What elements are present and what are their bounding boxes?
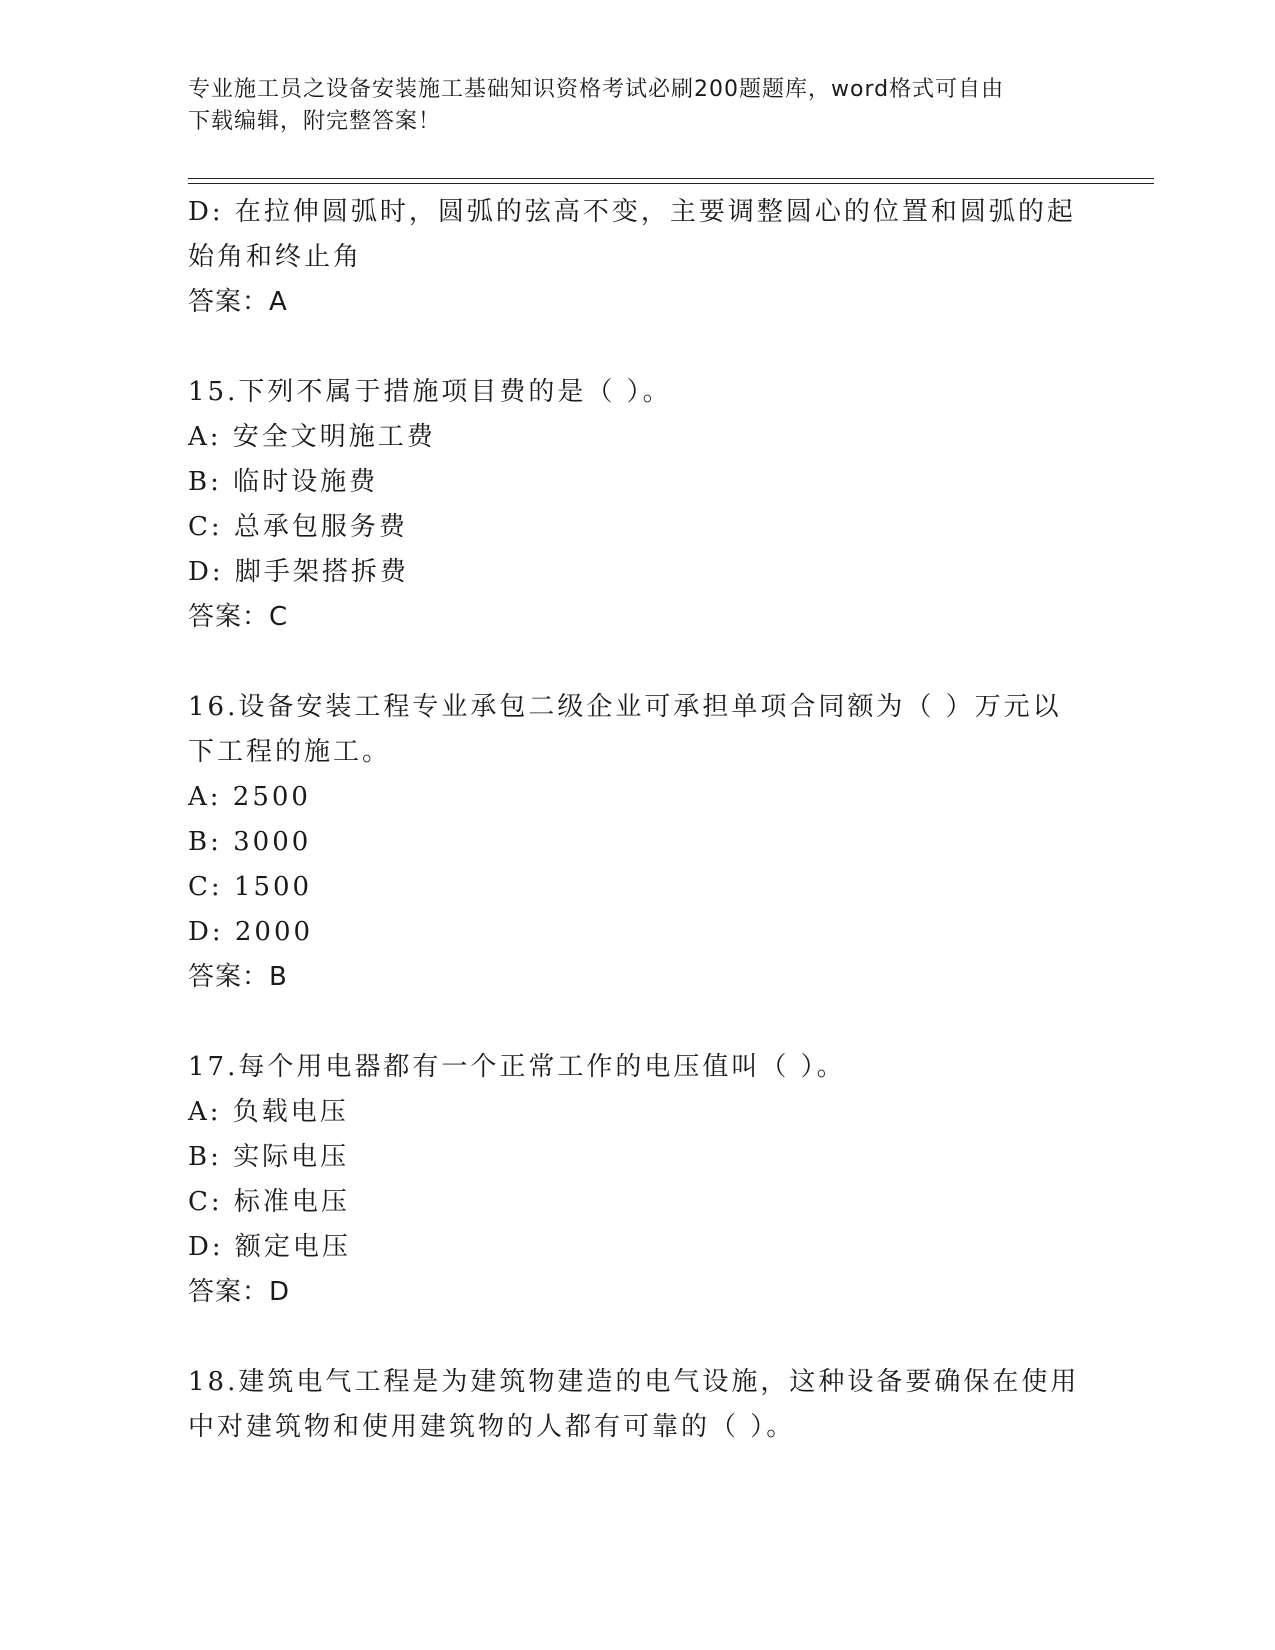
option-d-continued: 始角和终止角 bbox=[188, 242, 363, 272]
option-b: B: 3000 bbox=[188, 827, 312, 857]
document-header bbox=[188, 74, 1068, 138]
header-title-line-1: 专业施工员之设备安装施工基础知识资格考试必刷200题题库，word格式可自由 bbox=[188, 77, 1005, 102]
question-text: 17.每个用电器都有一个正常工作的电压值叫（ ）。 bbox=[188, 1052, 846, 1082]
question-text-continued: 中对建筑物和使用建筑物的人都有可靠的（ ）。 bbox=[188, 1412, 796, 1442]
question-17 bbox=[188, 1045, 1108, 1315]
answer: 答案：D bbox=[188, 1277, 291, 1307]
spacer bbox=[188, 1315, 1108, 1360]
option-b: B: 临时设施费 bbox=[188, 467, 379, 497]
header-rule-top bbox=[188, 178, 1154, 179]
question-text: 18.建筑电气工程是为建筑物建造的电气设施，这种设备要确保在使用 bbox=[188, 1367, 1080, 1397]
option-a: A: 负载电压 bbox=[188, 1097, 349, 1127]
option-c: C: 总承包服务费 bbox=[188, 512, 408, 542]
option-d: D: 脚手架搭拆费 bbox=[188, 557, 409, 587]
question-15 bbox=[188, 370, 1108, 640]
option-b: B: 实际电压 bbox=[188, 1142, 350, 1172]
option-c: C: 1500 bbox=[188, 872, 313, 902]
header-rule-bottom bbox=[188, 183, 1154, 184]
question-16 bbox=[188, 685, 1108, 1000]
question-text-continued: 下工程的施工。 bbox=[188, 737, 392, 767]
option-c: C: 标准电压 bbox=[188, 1187, 350, 1217]
spacer bbox=[188, 640, 1108, 685]
question-18 bbox=[188, 1360, 1108, 1450]
question-14-tail bbox=[188, 190, 1108, 325]
answer: 答案：A bbox=[188, 287, 288, 317]
option-d: D: 额定电压 bbox=[188, 1232, 351, 1262]
option-a: A: 2500 bbox=[188, 782, 311, 812]
question-list bbox=[188, 190, 1108, 1450]
spacer bbox=[188, 1000, 1108, 1045]
option-d: D: 在拉伸圆弧时，圆弧的弦高不变，主要调整圆心的位置和圆弧的起 bbox=[188, 197, 1076, 227]
option-d: D: 2000 bbox=[188, 917, 314, 947]
question-text: 15.下列不属于措施项目费的是（ ）。 bbox=[188, 377, 672, 407]
header-title-line-2: 下载编辑，附完整答案！ bbox=[188, 109, 442, 134]
answer: 答案：B bbox=[188, 962, 288, 992]
option-a: A: 安全文明施工费 bbox=[188, 422, 436, 452]
answer: 答案：C bbox=[188, 602, 289, 632]
question-text: 16.设备安装工程专业承包二级企业可承担单项合同额为（ ）万元以 bbox=[188, 692, 1062, 722]
spacer bbox=[188, 325, 1108, 370]
